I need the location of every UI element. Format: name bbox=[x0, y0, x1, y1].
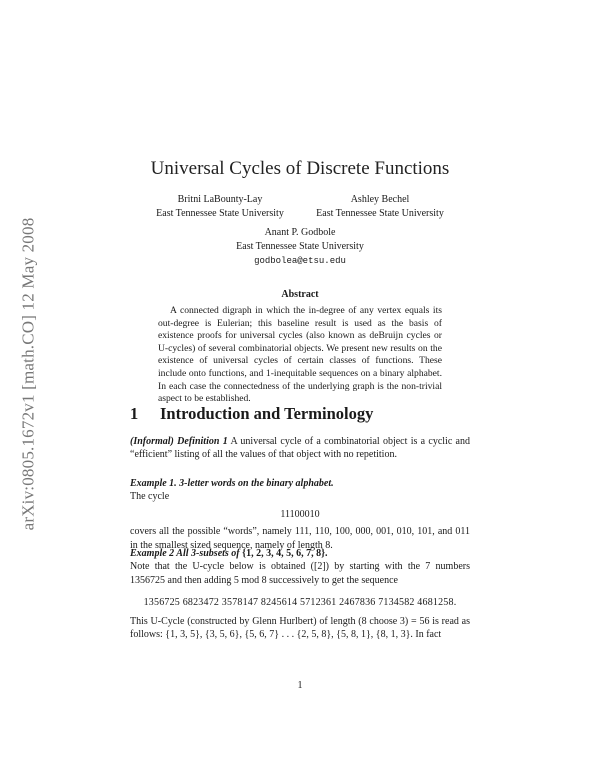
author-affiliation: East Tennessee State University bbox=[316, 208, 444, 219]
arxiv-stamp bbox=[10, 174, 46, 574]
author-affiliation: East Tennessee State University bbox=[156, 208, 284, 219]
abstract-heading: Abstract bbox=[281, 289, 319, 300]
author-block-3 bbox=[200, 226, 400, 268]
author-name: Anant P. Godbole bbox=[264, 227, 336, 238]
example-2-sequence: 1356725 6823472 3578147 8245614 5712361 2467836 7134582 4681258. bbox=[143, 597, 457, 609]
author-email: godbolea@etsu.edu bbox=[254, 256, 346, 266]
body-paragraph: This U-Cycle (constructed by Glenn Hurlbert) of length (8 choose 3) = 56 is read as follows: {1, 3, 5}, {3, 5, 6}, {5, 6, 7} . . . {2, 5, 8}, {5, 8, 1}, {8, 1, 3}. In fact bbox=[130, 616, 470, 641]
example-2-text: Note that the U-cycle below is obtained ([2]) by starting with the 7 numbers 1356725 and then adding 5 mod 8 successively to get the sequence bbox=[130, 561, 470, 586]
paper-title: Universal Cycles of Discrete Functions bbox=[150, 158, 450, 179]
example-1-label: Example 1. 3-letter words on the binary alphabet. bbox=[130, 478, 334, 489]
arxiv-identifier: arXiv:0805.1672v1 [math.CO] 12 May 2008 bbox=[18, 217, 38, 531]
author-affiliation: East Tennessee State University bbox=[236, 241, 364, 252]
example-2-label: Example 2 All 3-subsets of bbox=[130, 548, 240, 559]
definition-label: (Informal) Definition 1 bbox=[130, 436, 228, 447]
definition-paragraph bbox=[130, 435, 470, 462]
author-block-1 bbox=[130, 193, 310, 221]
section-heading bbox=[130, 404, 470, 424]
definition-text: A universal cycle of a combinatorial object is a cyclic and “efficient” listing of all the values of that object with no repetition. bbox=[130, 436, 470, 461]
example-1-sequence: 11100010 bbox=[280, 508, 320, 520]
abstract-text: A connected digraph in which the in-degree of any vertex equals its out-degree is Eulerian; this baseline result is used as the basis of existence proofs for universal cycles (also known as deBruijn cycles or U-cycles) of several combinatorial objects. We present new results on the existence of universal cycles of certain classes of functions. These include onto functions, and 1-inequitable sequences on a binary alphabet. In each case the connectedness of the underlying graph is the non-trivial aspect to be established. bbox=[158, 305, 442, 405]
page-number: 1 bbox=[297, 680, 303, 691]
example-2-set: {1, 2, 3, 4, 5, 6, 7, 8}. bbox=[239, 548, 328, 559]
example-2 bbox=[130, 547, 470, 610]
example-1-text: covers all the possible “words”, namely 111, 110, 100, 000, 001, 010, 101, and 011 in the smallest sized sequence, namely of length 8. bbox=[130, 526, 470, 551]
section-title: Introduction and Terminology bbox=[160, 404, 374, 423]
author-block-2 bbox=[290, 193, 470, 221]
section-number: 1 bbox=[130, 404, 139, 423]
author-name: Ashley Bechel bbox=[350, 194, 410, 205]
example-1-intro: The cycle bbox=[130, 491, 170, 503]
example-1 bbox=[130, 477, 470, 552]
author-name: Britni LaBounty-Lay bbox=[177, 194, 263, 205]
